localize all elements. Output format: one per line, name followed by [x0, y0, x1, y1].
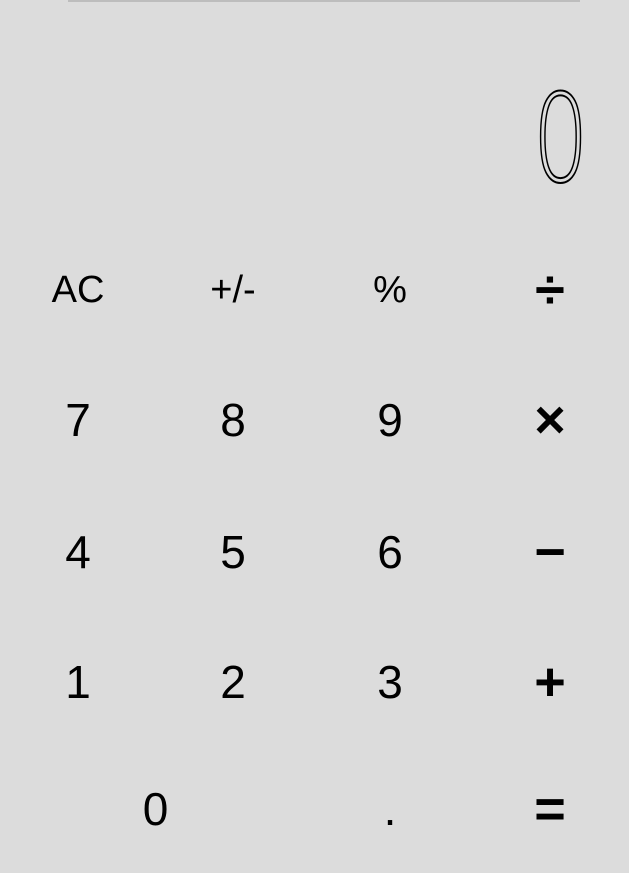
digit-3-button[interactable]: 3 [377, 656, 403, 708]
multiply-button[interactable]: × [534, 390, 566, 450]
digit-0-button[interactable]: 0 [142, 783, 169, 835]
plus-minus-button[interactable]: +/- [210, 268, 256, 311]
digit-5-button[interactable]: 5 [220, 526, 246, 578]
digit-7-button[interactable]: 7 [65, 394, 91, 446]
digit-6-button[interactable]: 6 [377, 526, 403, 578]
add-button[interactable]: + [534, 652, 566, 712]
top-divider [68, 0, 580, 2]
decimal-button[interactable]: . [383, 783, 397, 835]
divide-button[interactable]: ÷ [535, 260, 565, 320]
all-clear-button[interactable]: AC [51, 268, 105, 311]
digit-1-button[interactable]: 1 [65, 656, 91, 708]
equals-button[interactable]: = [534, 779, 566, 839]
subtract-button[interactable]: − [534, 522, 566, 582]
digit-8-button[interactable]: 8 [220, 394, 246, 446]
digit-4-button[interactable]: 4 [65, 526, 91, 578]
display-value: 0 [533, 68, 589, 210]
digit-2-button[interactable]: 2 [220, 656, 246, 708]
result-display [511, 68, 589, 210]
percent-button[interactable]: % [373, 268, 407, 311]
digit-9-button[interactable]: 9 [377, 394, 403, 446]
